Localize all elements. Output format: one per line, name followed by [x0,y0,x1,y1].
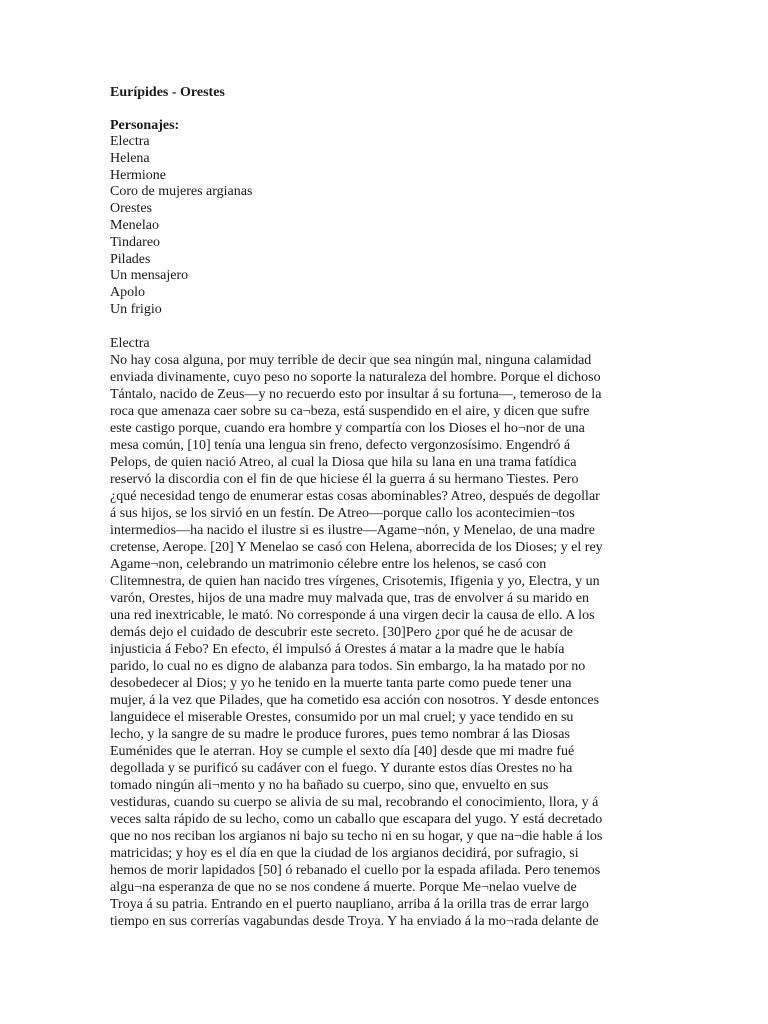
text-line: Tántalo, nacido de Zeus—y no recuerdo esto por insultar á su fortuna—, temeroso de la [110,386,602,402]
text-line: vestiduras, cuando su cuerpo se alivia de su mal, recobrando el conocimiento, llora, y á [110,794,599,810]
text-line: desobedecer al Dios; y yo he tenido en la muerte tanta parte como puede tener una [110,675,572,691]
text-line: roca que amenaza caer sobre su ca¬beza, está suspendido en el aire, y dicen que sufre [110,403,590,419]
text-line: Euménides que le aterran. Hoy se cumple el sexto día [40] desde que mi madre fué [110,743,575,759]
character-item: Tindareo [110,234,161,250]
character-item: Pilades [110,251,151,267]
character-item: Hermione [110,167,166,183]
text-line: No hay cosa alguna, por muy terrible de decir que sea ningún mal, ninguna calamidad [110,352,592,368]
text-line: tomado ningún ali¬mento y no ha bañado su cuerpo, sino que, envuelto en sus [110,777,549,793]
speaker-name: Electra [110,335,150,351]
text-line: algu¬na esperanza de que no se nos condene á muerte. Porque Me¬nelao vuelve de [110,879,577,895]
text-line: degollada y se purificó su cadáver con el fuego. Y durante estos días Orestes no ha [110,760,573,776]
speech-body [110,352,658,930]
character-item: Un frigio [110,301,162,317]
character-item: Coro de mujeres argianas [110,184,253,200]
text-line: demás dejo el cuidado de descubrir este secreto. [30]Pero ¿por qué he de acusar de [110,624,573,640]
text-line: mujer, á la vez que Pilades, que ha cometido esa acción con nosotros. Y desde entonces [110,692,600,708]
character-item: Apolo [110,285,145,301]
text-line: lecho, y la sangre de su madre le produce furores, pues temo nombrar á las Diosas [110,726,570,742]
text-line: este castigo porque, cuando era hombre y compartía con los Dioses el ho¬nor de una [110,420,585,436]
text-line: Clitemnestra, de quien han nacido tres vírgenes, Crisotemis, Ifigenia y yo, Electra, y un [110,573,600,589]
character-item: Electra [110,134,150,149]
document-page [110,84,658,930]
text-line: intermedios—ha nacido el ilustre si es ilustre—Agame¬nón, y Menelao, de una madre [110,522,595,538]
text-line: veces salta rápido de su lecho, como un caballo que escapara del yugo. Y está decretado [110,811,603,827]
text-line: parido, lo cual no es digno de alabanza para todos. Sin embargo, la ha matado por no [110,658,586,674]
text-line: hemos de morir lapidados [50] ó rebanado el cuello por la espada afilada. Pero tenemos [110,862,601,878]
text-line: Troya á su patria. Entrando en el puerto naupliano, arriba á la orilla tras de errar largo [110,896,589,912]
text-line: Agame¬non, celebrando un matrimonio célebre entre los helenos, se casó con [110,556,547,572]
text-line: ¿qué necesidad tengo de enumerar estas cosas abominables? Atreo, después de degollar [110,488,600,504]
text-line: tiempo en sus correrías vagabundas desde Troya. Y ha enviado á la mo¬rada delante de [110,913,599,929]
text-line: que no nos reciban los argianos ni bajo su techo ni en su hogar, y que na¬die hable á los [110,828,603,844]
character-item: Helena [110,150,150,166]
text-line: enviada divinamente, cuyo peso no soporte la naturaleza del hombre. Porque el dichoso [110,369,601,385]
characters-list [110,134,658,319]
character-item: Menelao [110,217,159,233]
text-line: languidece el miserable Orestes, consumido por un mal cruel; y yace tendido en su [110,709,574,725]
character-item: Un mensajero [110,268,189,284]
text-line: varón, Orestes, hijos de una madre muy malvada que, tras de envolver á su marido en [110,590,589,606]
document-title: Eurípides - Orestes [110,85,225,100]
character-item: Orestes [110,201,152,217]
characters-heading: Personajes: [110,118,180,133]
text-line: reservó la discordia con el fin de que hiciese él la guerra á su hermano Tiestes. Pero [110,471,579,487]
text-line: Pelops, de quien nació Atreo, al cual la Diosa que hila su lana en una trama fatídica [110,454,577,470]
text-line: á sus hijos, se los sirvió en un festín. De Atreo—porque callo los acontecimien¬tos [110,505,575,521]
text-line: matricidas; y hoy es el día en que la ciudad de los argianos decidirá, por sufragio, si [110,845,579,861]
text-line: una red inextricable, le mató. No corresponde á una virgen decir la causa de ello. A los [110,607,595,623]
text-line: mesa común, [10] tenía una lengua sin freno, defecto vergonzosísimo. Engendró á [110,437,571,453]
text-line: injusticia á Febo? En efecto, él impulsó á Orestes á matar a la madre que le había [110,641,565,657]
text-line: cretense, Aerope. [20] Y Menelao se casó con Helena, aborrecida de los Dioses; y el rey [110,539,603,555]
